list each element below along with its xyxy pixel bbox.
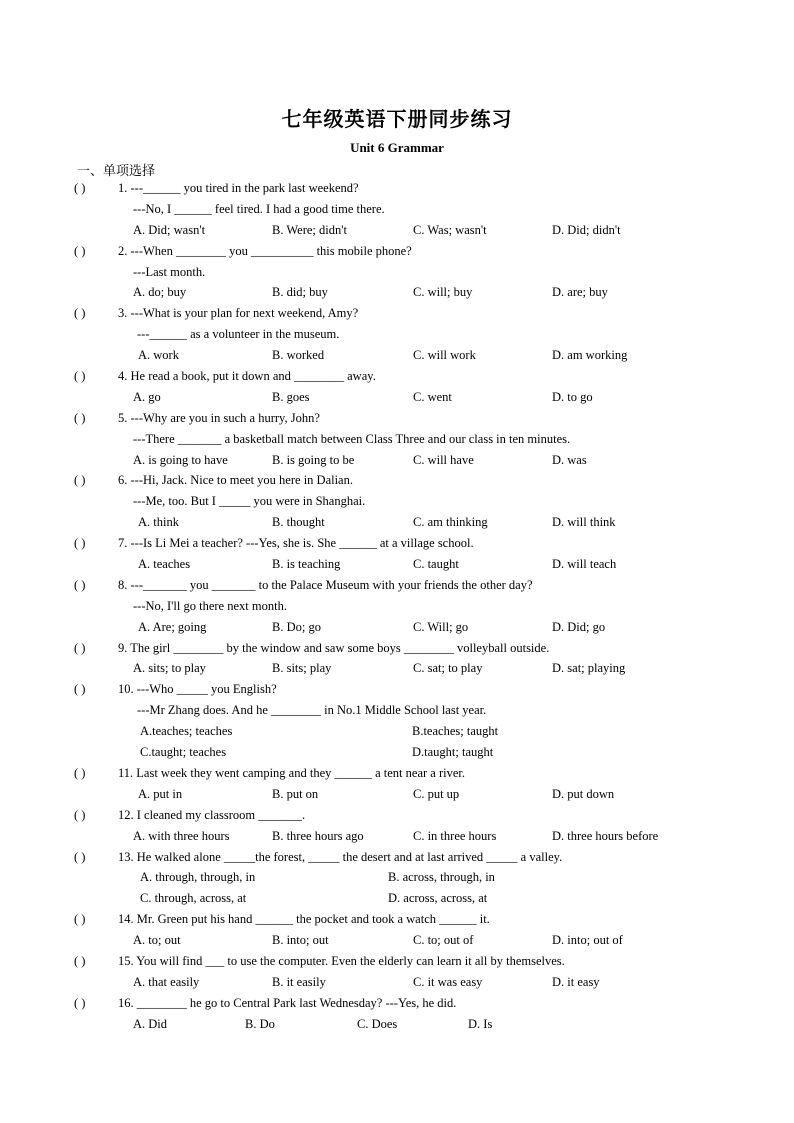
question-11 [0,763,794,784]
option-c: C. will work [413,348,476,363]
question-stem: 7. ---Is Li Mei a teacher? ---Yes, she is. She ______ at a village school. [118,536,474,551]
option-d: D. Is [468,1016,493,1031]
answer-bracket: ( ) [74,682,86,697]
question-14 [0,909,794,930]
question-stem: 8. ---_______ you _______ to the Palace Museum with your friends the other day? [118,577,533,592]
question-stem: 6. ---Hi, Jack. Nice to meet you here in Dalian. [118,473,353,488]
question-reply: ---______ as a volunteer in the museum. [137,327,340,342]
option-b: B. worked [272,348,325,363]
question-reply-line [0,199,794,220]
option-c: C. through, across, at [140,891,247,906]
answer-bracket: ( ) [74,807,86,822]
question-reply-line [0,596,794,617]
option-d: D. to go [552,389,593,404]
option-d: D. put down [552,786,615,801]
question-stem: 5. ---Why are you in such a hurry, John? [118,410,320,425]
question-stem: 9. The girl ________ by the window and saw some boys ________ volleyball outside. [118,640,550,655]
option-b: B. sits; play [272,661,332,676]
answer-bracket: ( ) [74,306,86,321]
question-stem: 13. He walked alone _____the forest, _____ the desert and at last arrived _____ a valley. [118,849,563,864]
question-3 [0,303,794,324]
question-stem: 2. ---When ________ you __________ this mobile phone? [118,243,412,258]
option-a: A. go [133,389,161,404]
question-reply-line [0,324,794,345]
option-b: B. across, through, in [388,870,495,885]
options-row [0,826,794,847]
options-row [0,512,794,533]
option-b: B. goes [272,389,310,404]
option-a: A. with three hours [133,828,230,843]
option-c: C. Does [357,1016,398,1031]
question-4 [0,366,794,387]
option-d: D. was [552,452,587,467]
option-d: D. across, across, at [388,891,488,906]
options-row [0,742,794,763]
question-reply-line [0,491,794,512]
option-a: A. put in [138,786,183,801]
options-row [0,617,794,638]
option-c: C. in three hours [413,828,497,843]
option-b: B. Were; didn't [272,222,347,237]
question-8 [0,575,794,596]
question-10 [0,679,794,700]
question-15 [0,951,794,972]
option-d: D. it easy [552,974,600,989]
options-row [0,220,794,241]
question-reply: ---No, I ______ feel tired. I had a good time there. [133,201,385,216]
question-stem: 12. I cleaned my classroom _______. [118,807,306,822]
option-c: C. went [413,389,452,404]
option-b: B. Do; go [272,619,321,634]
options-row [0,554,794,575]
option-a: A. teaches [138,557,191,572]
option-c: C.taught; teaches [140,745,227,760]
answer-bracket: ( ) [74,181,86,195]
question-stem: 1. ---______ you tired in the park last weekend? [118,181,359,195]
page-subtitle: Unit 6 Grammar [350,140,444,155]
answer-bracket: ( ) [74,765,86,780]
option-a: A. Did [133,1016,168,1031]
option-c: C. sat; to play [413,661,483,676]
answer-bracket: ( ) [74,243,86,258]
options-row [0,867,794,888]
answer-bracket: ( ) [74,953,86,968]
option-d: D. three hours before [552,828,659,843]
question-reply: ---Mr Zhang does. And he ________ in No.1 Middle School last year. [137,703,487,718]
answer-bracket: ( ) [74,849,86,864]
question-reply-line [0,429,794,450]
option-a: A. Are; going [138,619,207,634]
option-d: D. are; buy [552,285,608,300]
question-16 [0,993,794,1014]
option-c: C. taught [413,557,459,572]
option-a: A. sits; to play [133,661,206,676]
option-b: B. three hours ago [272,828,364,843]
option-a: A. that easily [133,974,200,989]
question-list [0,178,794,1035]
answer-bracket: ( ) [74,369,86,384]
options-row [0,721,794,742]
options-row [0,658,794,679]
options-row [0,1014,794,1035]
option-b: B. it easily [272,974,326,989]
question-stem: 16. ________ he go to Central Park last Wednesday? ---Yes, he did. [118,995,457,1010]
question-2 [0,241,794,262]
option-b: B.teaches; taught [412,724,499,739]
option-d: D. into; out of [552,933,623,948]
option-b: B. put on [272,786,319,801]
option-b: B. into; out [272,933,329,948]
options-row [0,387,794,408]
option-d: D. will teach [552,557,617,572]
question-stem: 15. You will find ___ to use the computer. Even the elderly can learn it all by themselves. [118,953,565,968]
option-a: A. is going to have [133,452,228,467]
question-reply: ---No, I'll go there next month. [133,598,287,613]
option-b: B. thought [272,515,325,530]
options-row [0,930,794,951]
option-d: D. Did; didn't [552,222,621,237]
option-d: D. Did; go [552,619,606,634]
option-d: D.taught; taught [412,745,494,760]
options-row [0,784,794,805]
option-d: D. am working [552,348,628,363]
answer-bracket: ( ) [74,577,86,592]
options-row [0,888,794,909]
options-row [0,450,794,471]
question-7 [0,533,794,554]
question-9 [0,638,794,659]
question-stem: 11. Last week they went camping and they ______ a tent near a river. [118,765,465,780]
option-a: A. through, through, in [140,870,256,885]
section-heading: 一、单项选择 [77,163,156,178]
option-c: C. will have [413,452,474,467]
option-a: A.teaches; teaches [140,724,233,739]
option-c: C. Will; go [413,619,469,634]
options-row [0,972,794,993]
answer-bracket: ( ) [74,912,86,927]
question-reply: ---There _______ a basketball match between Class Three and our class in ten minutes. [133,431,571,446]
answer-bracket: ( ) [74,410,86,425]
options-row [0,345,794,366]
question-reply-line [0,700,794,721]
option-d: D. sat; playing [552,661,626,676]
option-a: A. do; buy [133,285,187,300]
option-c: C. will; buy [413,285,473,300]
option-a: A. Did; wasn't [133,222,206,237]
option-a: A. work [138,348,179,363]
page-title: 七年级英语下册同步练习 [281,109,513,131]
option-c: C. to; out of [413,933,474,948]
question-6 [0,470,794,491]
answer-bracket: ( ) [74,473,86,488]
answer-bracket: ( ) [74,640,86,655]
option-c: C. am thinking [413,515,488,530]
question-reply: ---Last month. [133,264,206,279]
option-a: A. think [138,515,179,530]
question-reply: ---Me, too. But I _____ you were in Shanghai. [133,494,366,509]
question-reply-line [0,262,794,283]
question-13 [0,847,794,868]
question-5 [0,408,794,429]
question-stem: 10. ---Who _____ you English? [118,682,277,697]
option-d: D. will think [552,515,616,530]
options-row [0,282,794,303]
option-c: C. put up [413,786,460,801]
option-c: C. it was easy [413,974,483,989]
question-stem: 3. ---What is your plan for next weekend, Amy? [118,306,359,321]
question-12 [0,805,794,826]
question-stem: 14. Mr. Green put his hand ______ the pocket and took a watch ______ it. [118,912,490,927]
question-1 [0,178,794,199]
option-c: C. Was; wasn't [413,222,487,237]
option-a: A. to; out [133,933,181,948]
option-b: B. is going to be [272,452,355,467]
option-b: B. Do [245,1016,275,1031]
option-b: B. is teaching [272,557,341,572]
option-b: B. did; buy [272,285,328,300]
answer-bracket: ( ) [74,536,86,551]
question-stem: 4. He read a book, put it down and ________ away. [118,369,376,384]
answer-bracket: ( ) [74,995,86,1010]
